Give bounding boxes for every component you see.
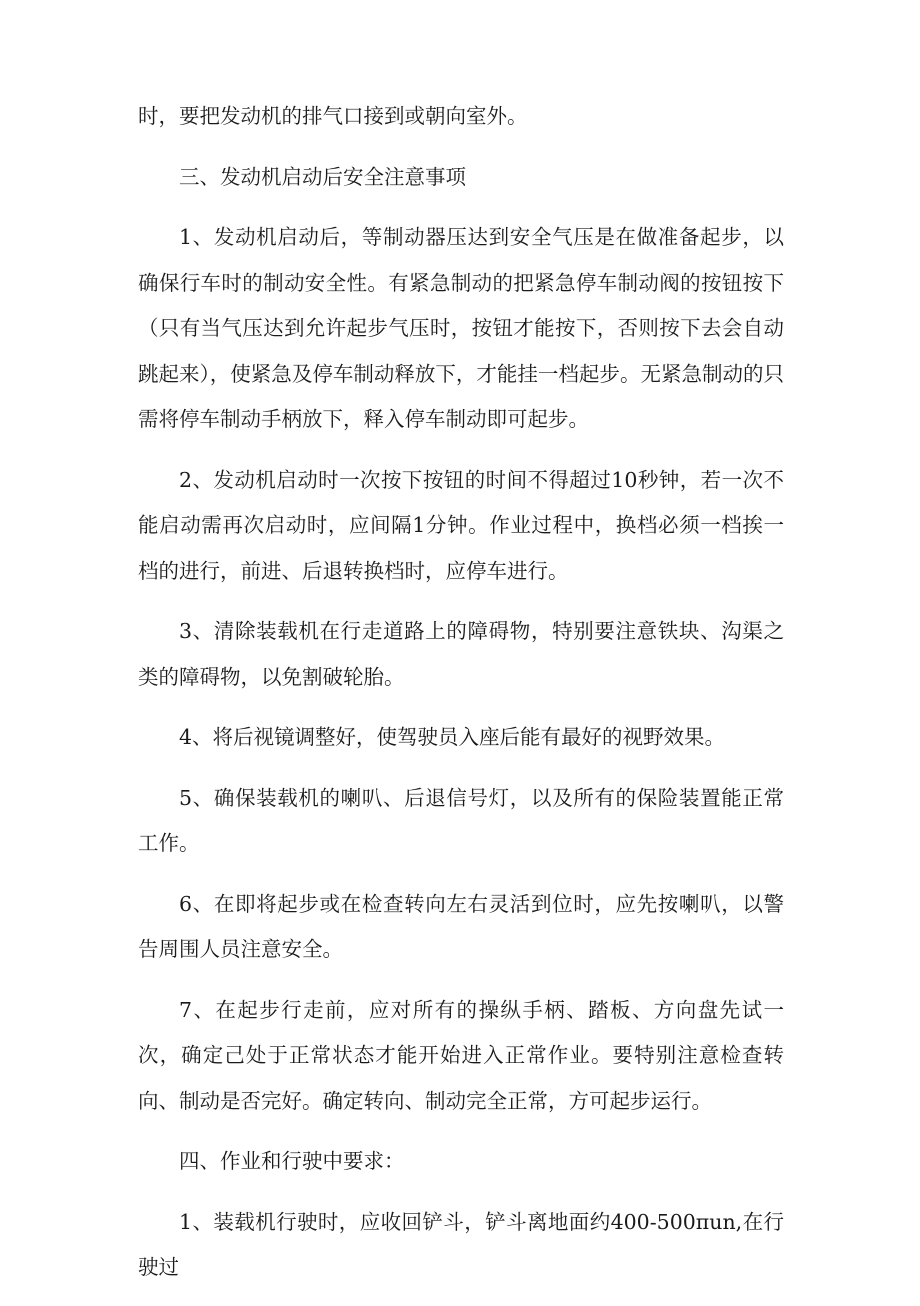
paragraph-continuation: 时，要把发动机的排气口接到或朝向室外。 [138,104,528,128]
paragraph-item-6: 6、在即将起步或在检查转向左右灵活到位时，应先按喇叭，以警告周围人员注意安全。 [138,891,784,961]
document-body [138,94,784,1306]
section-heading-four: 四、作业和行驶中要求： [179,1149,405,1173]
paragraph-item-1: 1、发动机启动后，等制动器压达到安全气压是在做准备起步，以确保行车时的制动安全性。有紧急制动的把紧急停车制动阀的按钮按下（只有当气压达到允许起步气压时，按钮才能按下，否则按下去会自动跳起来），使紧急及停车制动释放下，才能挂一档起步。无紧急制动的只需将停车制动手柄放下，释入停车制动即可起步。 [138,225,784,431]
paragraph-item-1-driving: 1、装载机行驶时，应收回铲斗，铲斗离地面约400-500πun,在行驶过 [138,1209,784,1279]
paragraph-item-3: 3、清除装载机在行走道路上的障碍物，特别要注意铁块、沟渠之类的障碍物，以免割破轮胎。 [138,619,784,689]
paragraph-item-7: 7、在起步行走前，应对所有的操纵手柄、踏板、方向盘先试一次，确定己处于正常状态才能开始进入正常作业。要特别注意检查转向、制动是否完好。确定转向、制动完全正常，方可起步运行。 [138,997,784,1113]
section-heading-three: 三、发动机启动后安全注意事项 [179,164,466,189]
paragraph-item-5: 5、确保装载机的喇叭、后退信号灯，以及所有的保险装置能正常工作。 [138,785,784,855]
paragraph-item-4: 4、将后视镜调整好，使驾驶员入座后能有最好的视野效果。 [179,725,726,749]
paragraph-item-2: 2、发动机启动时一次按下按钮的时间不得超过10秒钟，若一次不能启动需再次启动时，应间隔1分钟。作业过程中，换档必须一档挨一档的进行，前进、后退转换档时，应停车进行。 [138,467,784,583]
